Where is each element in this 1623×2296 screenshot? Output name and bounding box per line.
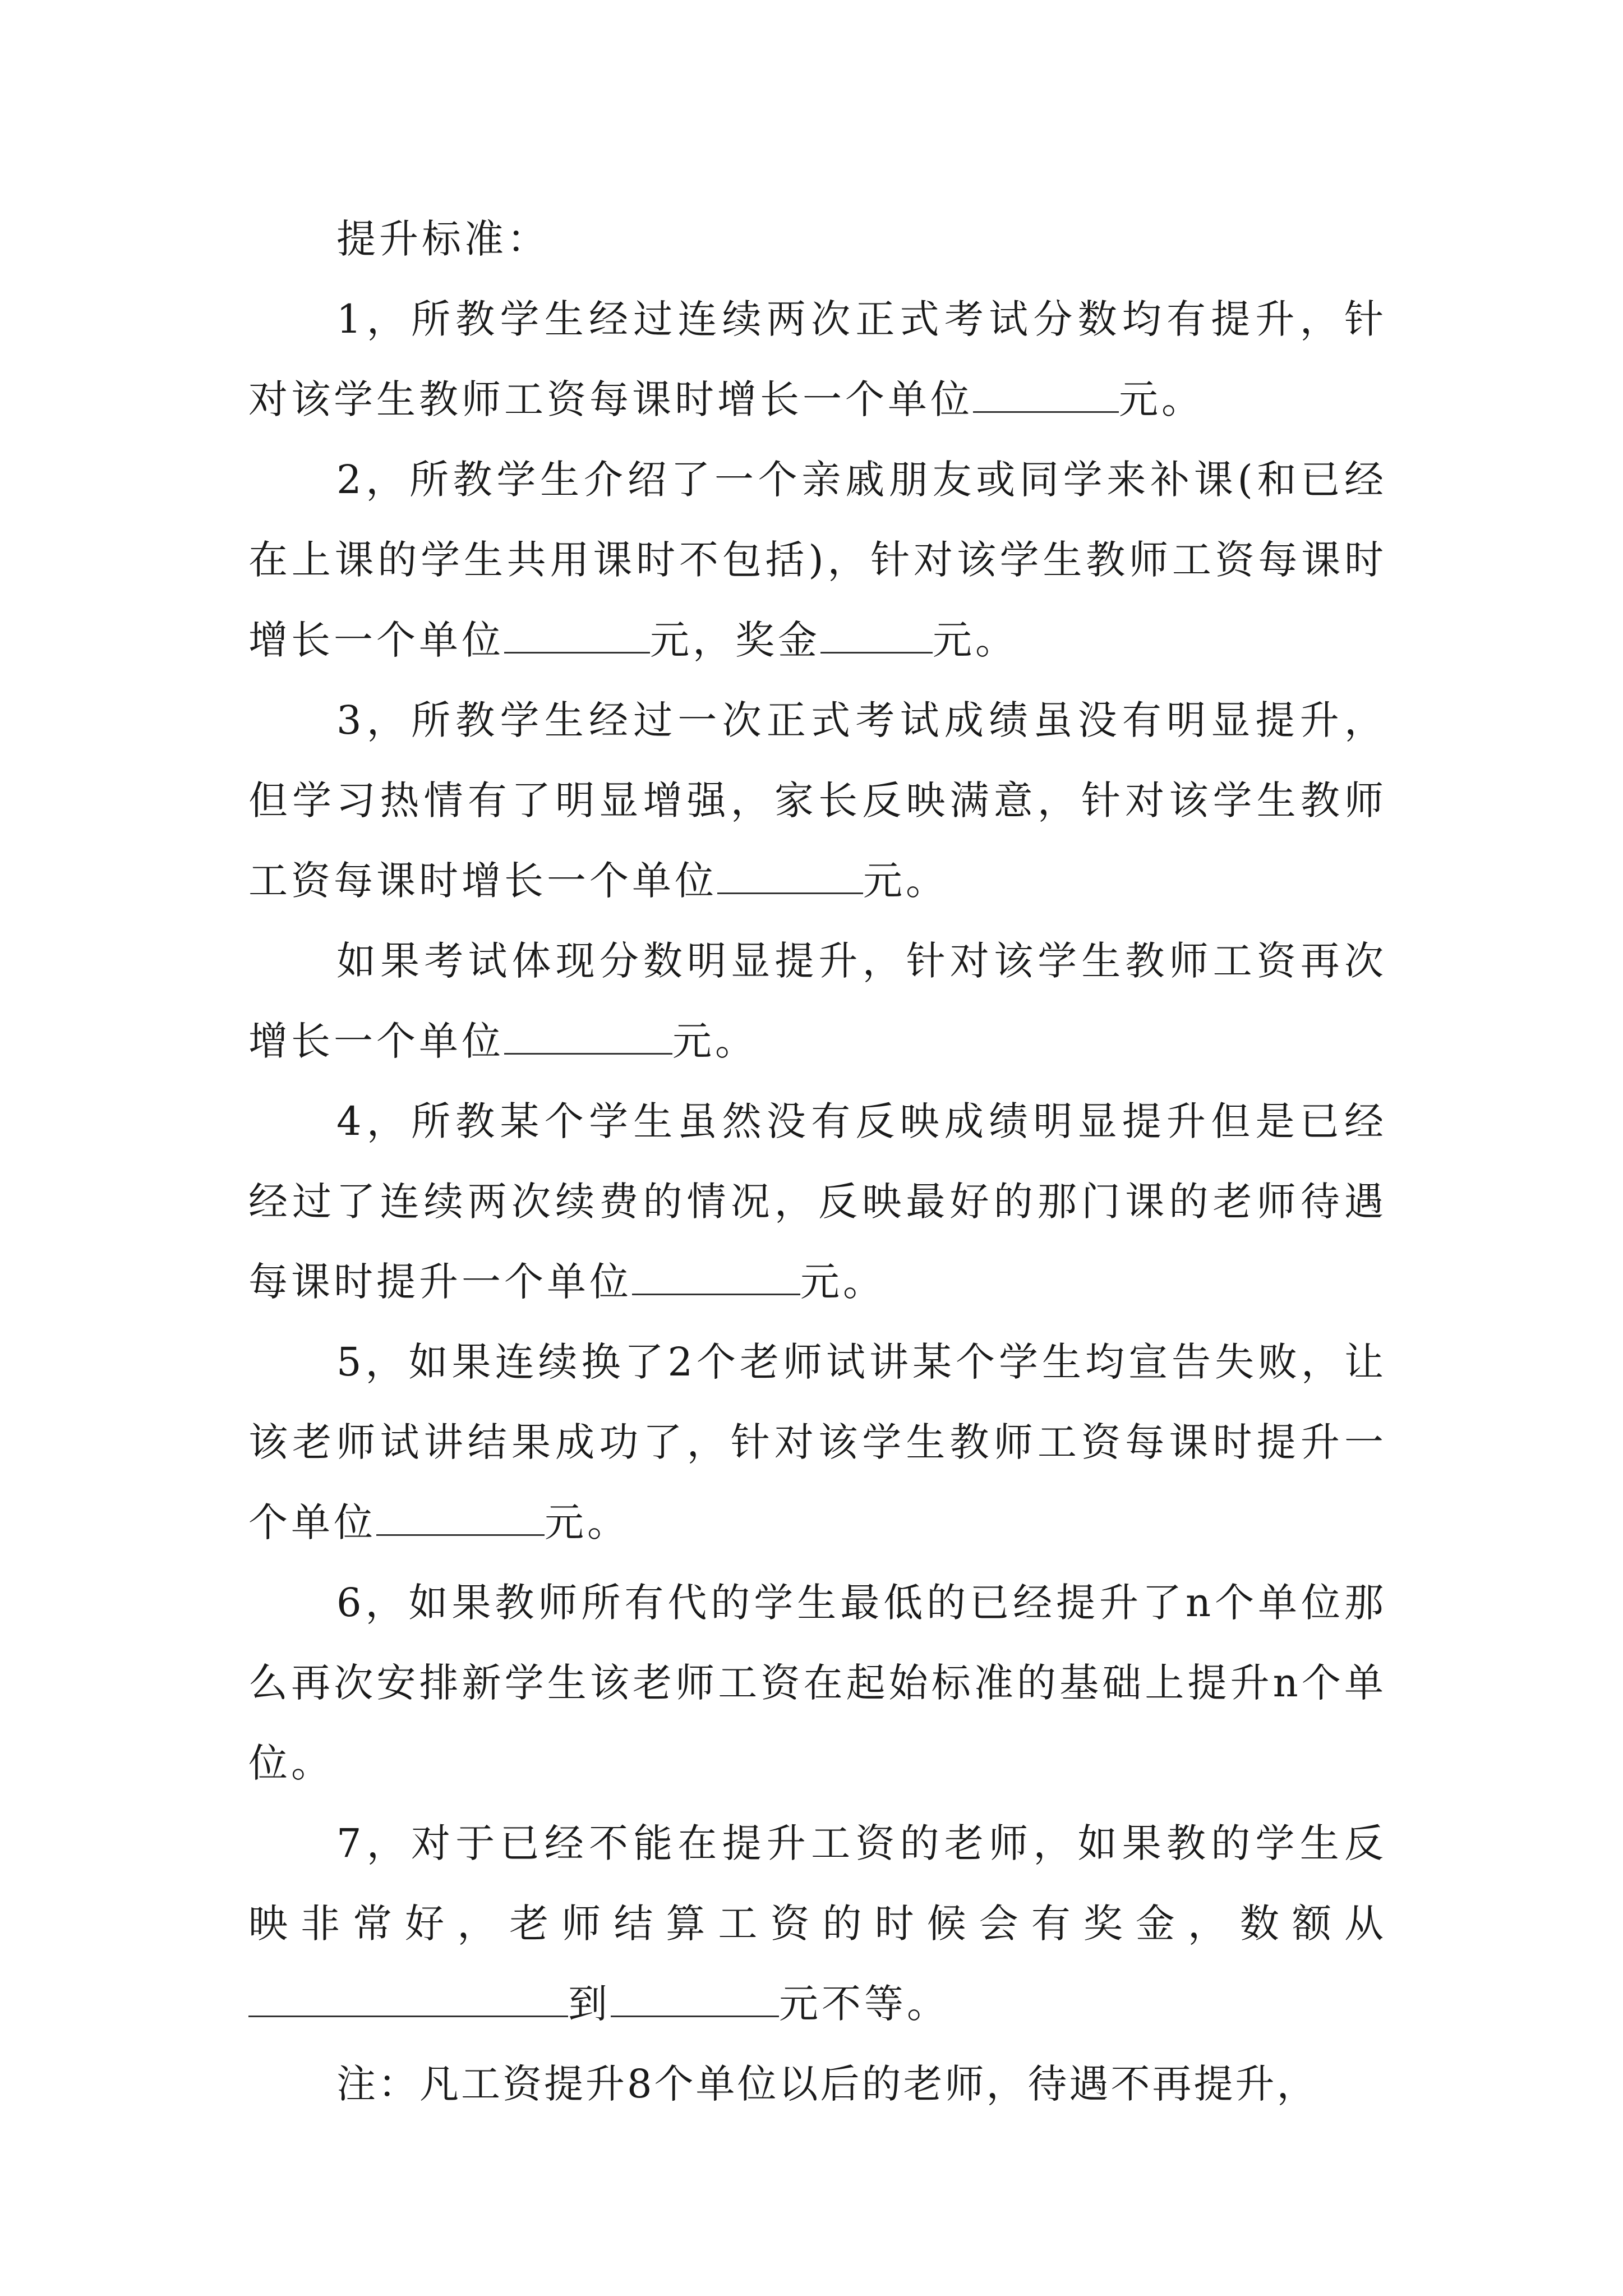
- item-4: 4，所教某个学生虽然没有反映成绩明显提升但是已经经过了连续两次续费的情况，反映最好的那门课的老师待遇每课时提升一个单位 元。: [248, 1098, 1387, 1305]
- item-2-text: 2，所教学生介绍了一个亲戚朋友或同学来补课(和已经在上课的学生共用课时不包括)，针对该学生教师工资每课时增长一个单位: [248, 457, 1387, 663]
- blank-line: [632, 1254, 800, 1295]
- item-1-text: 1，所教学生经过连续两次正式考试分数均有提升，针对该学生教师工资每课时增长一个单位: [248, 296, 1387, 422]
- item-5: 5，如果连续换了2个老师试讲某个学生均宣告失败，让该老师试讲结果成功了，针对该学生教师工资每课时提升一个单位 元。: [248, 1339, 1387, 1545]
- item-7-text: 7，对于已经不能在提升工资的老师，如果教的学生反映非常好，老师结算工资的时候会有奖金，数额从: [248, 1820, 1387, 1947]
- item-3-text: 3，所教学生经过一次正式考试成绩虽没有明显提升，但学习热情有了明显增强，家长反映满意，针对该学生教师工资每课时增长一个单位: [248, 697, 1387, 904]
- item-1: 1，所教学生经过连续两次正式考试分数均有提升，针对该学生教师工资每课时增长一个单位 元。: [248, 296, 1387, 422]
- item-5-text: 5，如果连续换了2个老师试讲某个学生均宣告失败，让该老师试讲结果成功了，针对该学生教师工资每课时提升一个单位: [248, 1339, 1387, 1545]
- item-3-followup-text: 如果考试体现分数明显提升，针对该学生教师工资再次增长一个单位: [248, 938, 1387, 1064]
- blank-line: [820, 613, 933, 654]
- blank-line: [248, 1976, 568, 2017]
- section-heading: 提升标准：: [336, 216, 550, 262]
- item-2: 2，所教学生介绍了一个亲戚朋友或同学来补课(和已经在上课的学生共用课时不包括)，针对该学生教师工资每课时增长一个单位 元，奖金 元。: [248, 457, 1387, 663]
- item-4-text: 4，所教某个学生虽然没有反映成绩明显提升但是已经经过了连续两次续费的情况，反映最好的那门课的老师待遇每课时提升一个单位: [248, 1098, 1387, 1305]
- item-3-followup: 如果考试体现分数明显提升，针对该学生教师工资再次增长一个单位 元。: [248, 938, 1387, 1064]
- blank-line: [504, 613, 650, 654]
- note-text: 注：凡工资提升8个单位以后的老师，待遇不再提升，: [336, 2061, 1318, 2107]
- blank-line: [717, 853, 863, 894]
- item-6: [248, 1563, 1387, 1803]
- item-3: 3，所教学生经过一次正式考试成绩虽没有明显提升，但学习热情有了明显增强，家长反映满意，针对该学生教师工资每课时增长一个单位 元。: [248, 697, 1387, 904]
- blank-line: [504, 1014, 672, 1055]
- blank-line: [376, 1495, 545, 1536]
- item-7: 7，对于已经不能在提升工资的老师，如果教的学生反映非常好，老师结算工资的时候会有奖金，数额从到 元不等。: [248, 1820, 1387, 2027]
- blank-line: [973, 372, 1119, 413]
- item-6-text: 6，如果教师所有代的学生最低的已经提升了n个单位那么再次安排新学生该老师工资在起始标准的基础上提升n个单位。: [248, 1580, 1387, 1786]
- blank-line: [611, 1976, 779, 2017]
- note: [248, 2044, 1387, 2124]
- document-body: [248, 199, 1387, 2124]
